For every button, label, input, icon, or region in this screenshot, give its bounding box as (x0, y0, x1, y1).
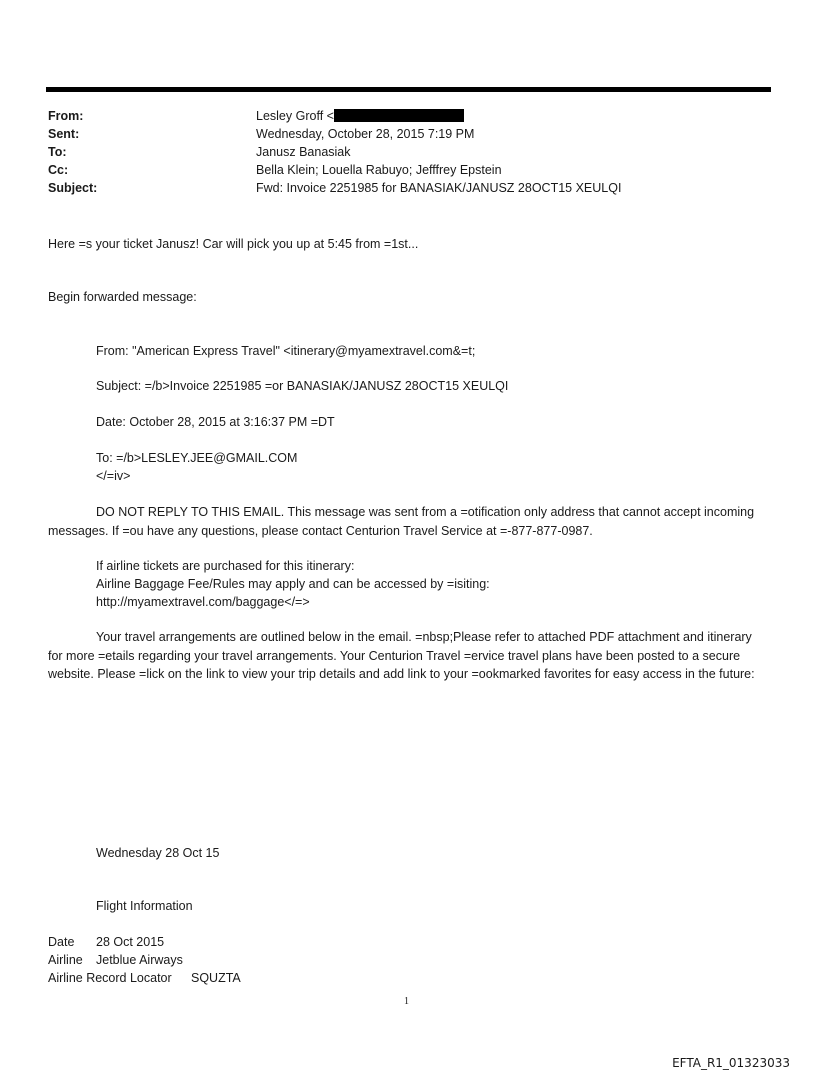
sent-label: Sent: (48, 127, 80, 141)
fwd-to: To: =/b>LESLEY.JEE@GMAIL.COM (96, 451, 298, 465)
fwd-date: Date: October 28, 2015 at 3:16:37 PM =DT (96, 415, 335, 429)
fwd-subject: Subject: =/b>Invoice 2251985 =or BANASIAK/JANUSZ 28OCT15 XEULQI (96, 379, 509, 393)
sent-value: Wednesday, October 28, 2015 7:19 PM (256, 127, 475, 141)
header-rule (46, 87, 771, 92)
baggage-link: http://myamextravel.com/baggage</=> (96, 595, 310, 609)
subject-value: Fwd: Invoice 2251985 for BANASIAK/JANUSZ 28OCT15 XEULQI (256, 181, 622, 195)
intro-text: Here =s your ticket Janusz! Car will pick you up at 5:45 from =1st... (48, 237, 419, 251)
fwd-from: From: "American Express Travel" <itinerary@myamextravel.com&=t; (96, 344, 476, 358)
arrangements-paragraph: Your travel arrangements are outlined below in the email. =nbsp;Please refer to attached PDF attachment and itinerary for more =etails regarding your travel arrangements. Your Centurion Travel =ervice travel plans have been posted to a secure website. Please =lick on the link to view your trip details and add link to your =ookmarked favorites for easy access in the future: (48, 630, 755, 681)
cc-label: Cc: (48, 163, 69, 177)
to-label: To: (48, 145, 67, 159)
document-id: EFTA_R1_01323033 (672, 1056, 790, 1070)
trip-date: Wednesday 28 Oct 15 (96, 846, 220, 860)
forwarded-heading: Begin forwarded message: (48, 290, 197, 304)
to-value: Janusz Banasiak (256, 145, 351, 159)
redaction-box (334, 109, 464, 122)
date-label: Date (48, 935, 75, 949)
flight-info-heading: Flight Information (96, 899, 193, 913)
date-value: 28 Oct 2015 (96, 935, 165, 949)
page-number: 1 (404, 996, 409, 1007)
fwd-div-close: </=iv> (96, 469, 131, 483)
cc-value: Bella Klein; Louella Rabuyo; Jefffrey Epstein (256, 163, 502, 177)
locator-label: Airline Record Locator (48, 971, 172, 985)
notice-paragraph: DO NOT REPLY TO THIS EMAIL. This message was sent from a =otification only address that cannot accept incoming messages. If =ou have any questions, please contact Centurion Travel Service at =-877-877-0987. (48, 505, 755, 538)
locator-value: SQUZTA (191, 971, 241, 985)
from-name: Lesley Groff < (256, 109, 334, 123)
from-label: From: (48, 109, 84, 123)
airline-value: Jetblue Airways (96, 953, 183, 967)
subject-label: Subject: (48, 181, 98, 195)
airline-label: Airline (48, 953, 83, 967)
airline-line-1: If airline tickets are purchased for this itinerary: (96, 559, 355, 573)
airline-line-2: Airline Baggage Fee/Rules may apply and can be accessed by =isiting: (96, 577, 490, 591)
from-value (256, 107, 464, 125)
